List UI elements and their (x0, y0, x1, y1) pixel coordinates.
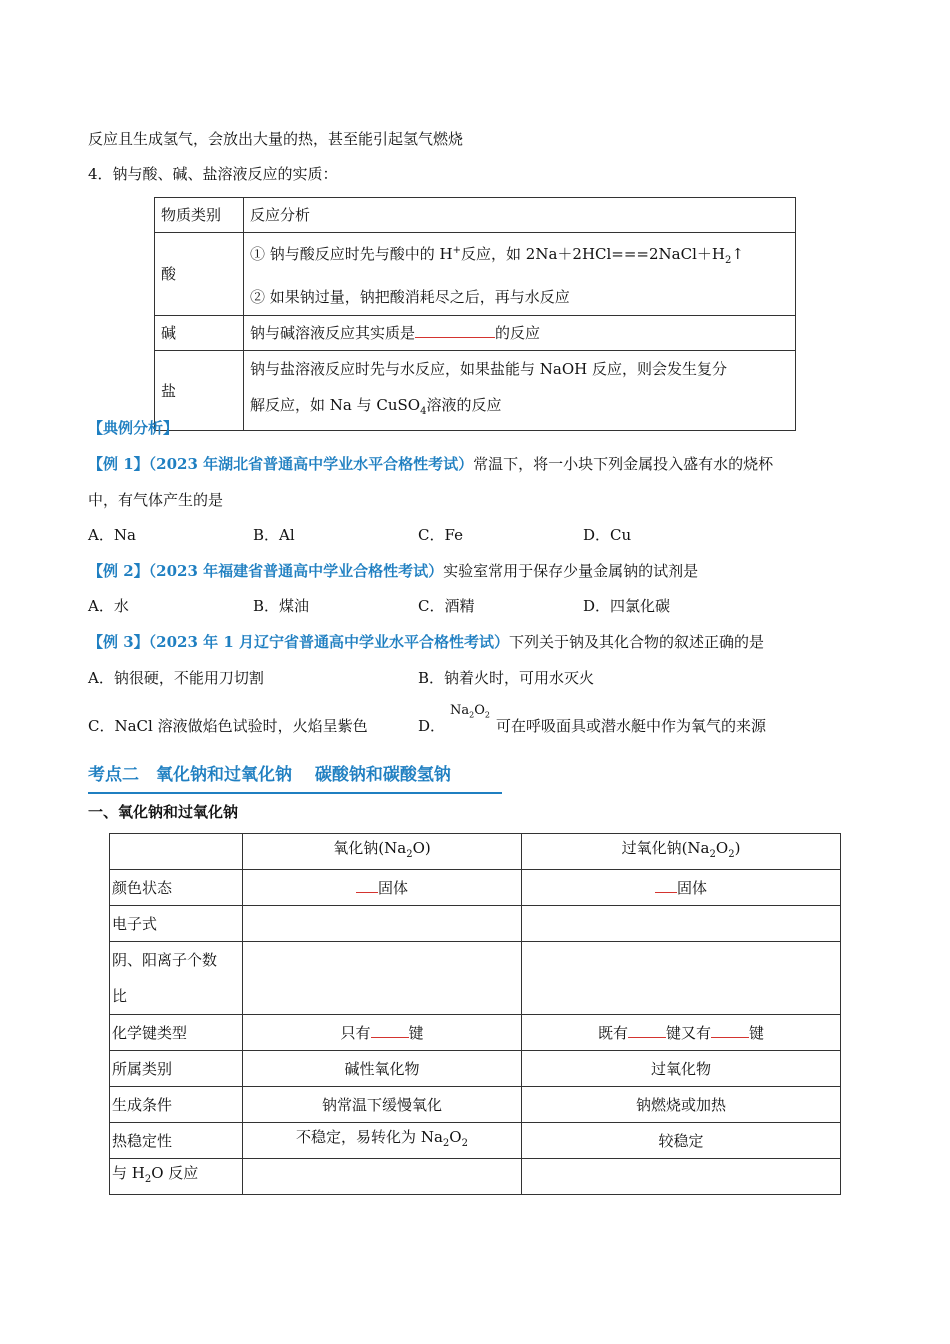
row-label-bond: 化学键类型 (110, 1015, 243, 1051)
option-b[interactable]: B．Al (253, 526, 295, 544)
cell-generation-na2o2: 钠燃烧或加热 (522, 1087, 841, 1123)
cell-bond-na2o2: 既有 键又有 键 (522, 1015, 841, 1051)
cell-color-na2o2: 固体 (522, 870, 841, 906)
option-b[interactable]: B．煤油 (253, 597, 310, 615)
cell-water-na2o2[interactable] (522, 1159, 841, 1195)
row-label-ion-ratio: 阴、阳离子个数 比 (110, 942, 243, 1015)
option-c[interactable]: C．Fe (418, 526, 463, 544)
row-label-water: 与 $H_2O$ 反应 (110, 1159, 243, 1195)
section-subtitle: 一、氧化钠和过氧化钠 (88, 803, 239, 821)
answer-blank[interactable] (628, 1023, 666, 1038)
cell-ion-na2o2[interactable] (522, 942, 841, 1015)
oxide-table (109, 833, 841, 1195)
cell-category-na2o2: 过氧化物 (522, 1051, 841, 1087)
col-header-na2o2: 过氧化钠$(Na_2O_2)$ (522, 834, 841, 870)
examples-title: 【典例分析】 (88, 419, 179, 437)
cell-electron-na2o2[interactable] (522, 906, 841, 942)
reaction-table (154, 197, 796, 431)
cell-water-na2o[interactable] (243, 1159, 522, 1195)
row-label-category: 所属类别 (110, 1051, 243, 1087)
col-header-na2o: 氧化钠$(Na_2O)$ (243, 834, 522, 870)
option-a[interactable]: A．水 (88, 597, 129, 615)
example-3-question: 【例 3】（2023 年 1 月辽宁省普通高中学业水平合格性考试）下列关于钠及其化合物的叙述正确的是 (88, 633, 765, 651)
option-d[interactable]: D．Cu (583, 526, 632, 544)
cell-electron-na2o[interactable] (243, 906, 522, 942)
section-underline (88, 792, 502, 794)
row-salt-label: 盐 (155, 351, 244, 431)
table-header-category: 物质类别 (155, 198, 244, 233)
section-title: 考点二 氧化钠和过氧化钠 碳酸钠和碳酸氢钠 (88, 765, 451, 785)
table-header-analysis: 反应分析 (244, 198, 796, 233)
option-a[interactable]: A．Na (88, 526, 136, 544)
corner-cell (110, 834, 243, 870)
example-1-question: 【例 1】（2023 年湖北省普通高中学业水平合格性考试）常温下，将一小块下列金属投入盛有水的烧杯 (88, 455, 774, 473)
example-1-question-cont: 中，有气体产生的是 (88, 491, 224, 509)
option-a[interactable]: A．钠很硬，不能用刀切割 (88, 669, 264, 687)
option-c[interactable]: C．酒精 (418, 597, 475, 615)
item4-title: 4．钠与酸、碱、盐溶液反应的实质： (88, 165, 338, 183)
cell-stability-na2o: 不稳定，易转化为 $Na_2O_2$ (243, 1123, 522, 1159)
answer-blank[interactable] (415, 323, 495, 338)
row-salt-content: 钠与盐溶液反应时先与水反应，如果盐能与 NaOH 反应，则会发生复分 解反应，如 Na 与 CuSO$_4$溶液的反应 (244, 351, 796, 431)
cell-category-na2o: 碱性氧化物 (243, 1051, 522, 1087)
cell-color-na2o: 固体 (243, 870, 522, 906)
row-base-content: 钠与碱溶液反应其实质是 的反应 (244, 316, 796, 351)
answer-blank[interactable] (371, 1023, 409, 1038)
cell-bond-na2o: 只有 键 (243, 1015, 522, 1051)
row-label-color: 颜色状态 (110, 870, 243, 906)
answer-blank[interactable] (655, 878, 677, 893)
intro-line: 反应且生成氢气，会放出大量的热，甚至能引起氢气燃烧 (88, 130, 464, 148)
cell-generation-na2o: 钠常温下缓慢氧化 (243, 1087, 522, 1123)
row-label-generation: 生成条件 (110, 1087, 243, 1123)
row-label-electron: 电子式 (110, 906, 243, 942)
option-b[interactable]: B．钠着火时，可用水灭火 (418, 669, 595, 687)
answer-blank[interactable] (356, 878, 378, 893)
cell-stability-na2o2: 较稳定 (522, 1123, 841, 1159)
example-2-question: 【例 2】（2023 年福建省普通高中学业合格性考试）实验室常用于保存少量金属钠的试剂是 (88, 562, 699, 580)
row-label-stability: 热稳定性 (110, 1123, 243, 1159)
row-base-label: 碱 (155, 316, 244, 351)
row-acid-label: 酸 (155, 233, 244, 316)
row-acid-content: ① 钠与酸反应时先与酸中的 H+反应，如 $2Na+2HCl===2NaCl+H_2↑$ ② 如果钠过量，钠把酸消耗尽之后，再与水反应 (244, 233, 796, 316)
option-c[interactable]: C．NaCl 溶液做焰色试验时，火焰呈紫色 (88, 717, 368, 735)
answer-blank[interactable] (711, 1023, 749, 1038)
option-d[interactable]: D．四氯化碳 (583, 597, 671, 615)
cell-ion-na2o[interactable] (243, 942, 522, 1015)
